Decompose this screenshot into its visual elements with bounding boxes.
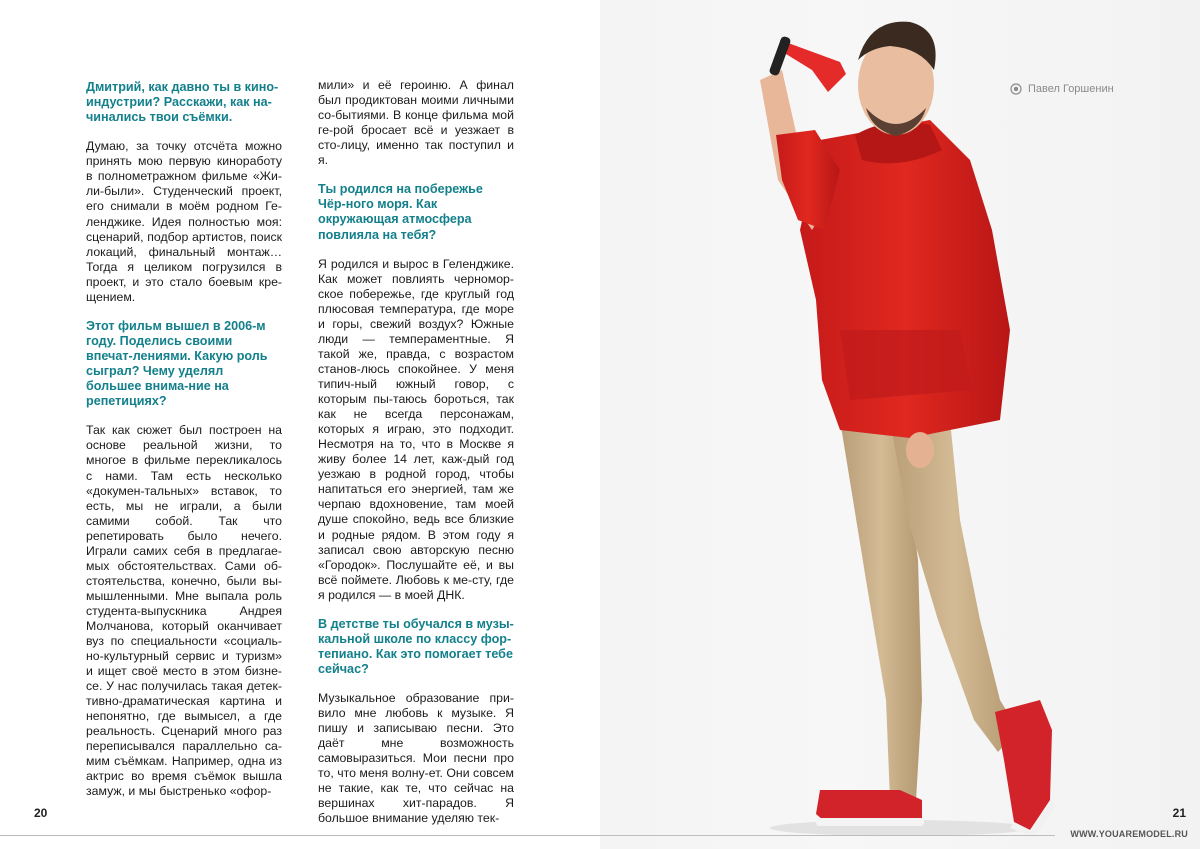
sunglasses — [780, 40, 846, 92]
portrait-photo — [600, 0, 1200, 849]
question-heading: В детстве ты обучался в музы-кальной школе по классу фор-тепиано. Как это помогает тебе сейчас? — [318, 616, 514, 677]
article-column-2 — [318, 78, 514, 841]
photo-credit — [1010, 83, 1114, 95]
answer-paragraph: Так как сюжет был построен на основе реальной жизни, то многое в фильме перекликалось с нами. Там есть несколько «докумен-тальных» вставок, то есть, мы не играли, а были самими собой. Так что репетировать было нечего. Играли самих себя в предлагае-мых обстоятельствах. Сами об-стоятельства, конечно, были вы-мышленными. Мне выпала роль студента-выпускника Андрея Молчанова, который оканчивает вуз по специальности «социаль-но-культурный сервис и туризм» и ищет своё место в этом бизне-се. У нас получилась такая детек-тивно-драматическая картина и непонятно, где вымысел, а где реальность. Сценарий много раз переписывался параллельно са-мим съёмкам. Например, одна из актрис во время съёмок вышла замуж, и мы быстренько «офор- — [86, 423, 282, 799]
shoe-right — [995, 700, 1052, 830]
camera-lens-icon — [1010, 83, 1022, 95]
question-heading: Дмитрий, как давно ты в кино-индустрии? Расскажи, как на-чинались твои съёмки. — [86, 80, 279, 125]
answer-paragraph: мили» и её героиню. А финал был продиктован моими личными со-бытиями. В конце фильма мой ге-рой бросает всё и уезжает в сто-лицу, именно так поступил и я. — [318, 78, 514, 168]
question-heading: Ты родился на побережье Чёр-ного моря. Как окружающая атмосфера повлияла на тебя? — [318, 182, 483, 242]
article-column-1 — [86, 80, 282, 814]
page-number-left: 20 — [34, 806, 48, 820]
page-number-right: 21 — [1172, 806, 1186, 820]
website-url: WWW.YOUAREMODEL.RU — [1070, 829, 1188, 839]
photographer-name: Павел Горшенин — [1028, 83, 1114, 95]
answer-paragraph: Думаю, за точку отсчёта можно принять мою первую киноработу в полнометражном фильме «Жи-ли-были». Студенческий проект, его снимали в моём родном Ге-ленджике. Идея полностью моя: сценарий, подбор артистов, поиск локаций, финальный монтаж… Тогда я целиком погрузился в проект, и это стало боевым кре-щением. — [86, 139, 282, 304]
footer-rule — [0, 835, 600, 836]
answer-paragraph: Я родился и вырос в Геленджике. Как может повлиять черномор-ское побережье, где круглый год плюсовая температура, где море и горы, свежий воздух? Южные люди — темпераментные. Я такой же, правда, с возрастом станов-люсь спокойнее. У меня типич-ный южный говор, с которым пы-таюсь бороться, так как не всегда персонажам, которых я играю, это подходит. Несмотря на то, что в Москве я живу более 14 лет, каж-дый год уезжаю в родной город, чтобы напитаться его энергией, там же черпаю вдохновение, там моей душе спокойно, ведь все близкие и родные рядом. В этом году я записал свою авторскую песню «Городок». Послушайте её, и вы всё поймете. Любовь к ме-сту, где я родился — в моей ДНК. — [318, 256, 514, 602]
question-heading: Этот фильм вышел в 2006-м году. Поделись своими впечат-лениями. Какую роль сыграл? Чему уделял большее внима-ние на репетициях? — [86, 318, 268, 409]
right-page — [600, 0, 1200, 849]
answer-paragraph: Музыкальное образование при-вило мне любовь к музыке. Я пишу и записываю песни. Это даёт мне возможность самовыразиться. Мои песни про то, что меня волну-ет. Они совсем не такие, как те, что сейчас на вершинах хит-парадов. Я большое внимание уделяю тек- — [318, 691, 514, 826]
footer-rule — [600, 835, 1055, 836]
